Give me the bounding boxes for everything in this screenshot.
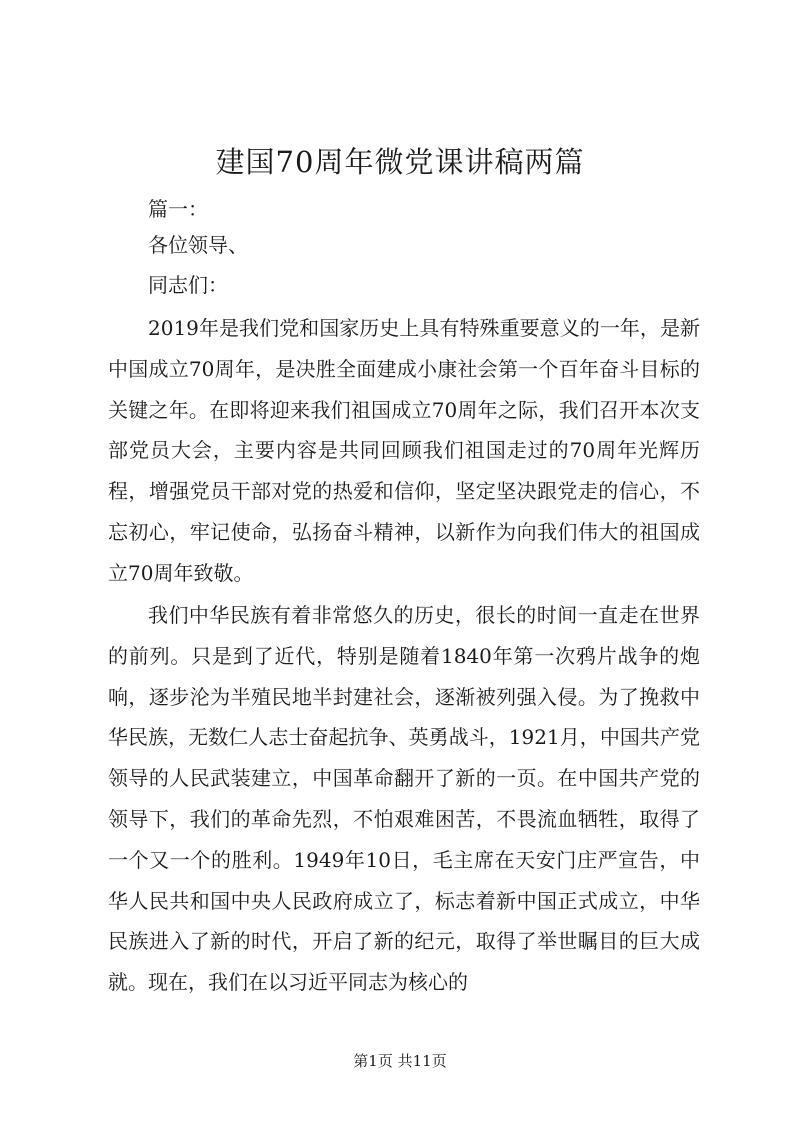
page-number-footer: 第1页 共11页 <box>353 1052 447 1070</box>
salutation-comrades: 同志们： <box>148 273 228 297</box>
salutation-leaders: 各位领导、 <box>148 233 248 257</box>
body-paragraph: 我们中华民族有着非常悠久的历史，很长的时间一直走在世界的前列。只是到了近代，特别是随着1840年第一次鸦片战争的炮响，逐步沦为半殖民地半封建社会，逐渐被列强入侵。为了挽救中华民族，无数仁人志士奋起抗争、英勇战斗，1921月，中国共产党领导的人民武装建立，中国革命翻开了新的一页。在中国共产党的领导下，我们的革命先烈，不怕艰难困苦，不畏流血牺牲，取得了一个又一个的胜利。1949年10日，毛主席在天安门庄严宣告，中华人民共和国中央人民政府成立了，标志着新中国正式成立，中华民族进入了新的时代，开启了新的纪元，取得了举世瞩目的巨大成就。现在，我们在以习近平同志为核心的 <box>108 603 700 995</box>
body-paragraph: 2019年是我们党和国家历史上具有特殊重要意义的一年，是新中国成立70周年，是决胜全面建成小康社会第一个百年奋斗目标的关键之年。在即将迎来我们祖国成立70周年之际，我们召开本次支部党员大会，主要内容是共同回顾我们祖国走过的70周年光辉历程，增强党员干部对党的热爱和信仰，坚定坚决跟党走的信心，不忘初心，牢记使命，弘扬奋斗精神，以新作为向我们伟大的祖国成立70周年致敬。 <box>108 316 700 585</box>
document-title: 建国70周年微党课讲稿两篇 <box>215 145 585 179</box>
section-label: 篇一： <box>148 197 208 221</box>
